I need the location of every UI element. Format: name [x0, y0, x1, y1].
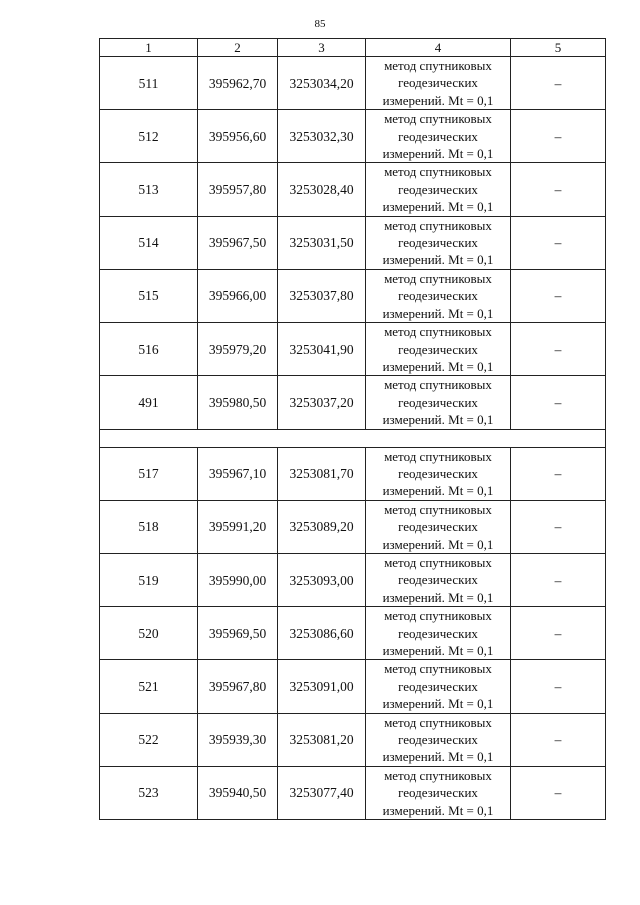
note-cell: – [511, 607, 606, 660]
note-cell: – [511, 57, 606, 110]
method-cell: метод спутниковых геодезических измерений. Mt = 0,1 [366, 553, 511, 606]
note-cell: – [511, 447, 606, 500]
note-cell: – [511, 500, 606, 553]
header-col-2: 2 [198, 39, 278, 57]
separator-row [100, 429, 606, 447]
method-cell: метод спутниковых геодезических измерений. Mt = 0,1 [366, 110, 511, 163]
note-cell: – [511, 553, 606, 606]
separator-cell [100, 429, 606, 447]
coord-y-cell: 3253031,50 [278, 216, 366, 269]
coord-x-cell: 395966,00 [198, 269, 278, 322]
coord-x-cell: 395967,10 [198, 447, 278, 500]
method-cell: метод спутниковых геодезических измерений. Mt = 0,1 [366, 766, 511, 819]
method-cell: метод спутниковых геодезических измерений. Mt = 0,1 [366, 447, 511, 500]
note-cell: – [511, 163, 606, 216]
note-cell: – [511, 660, 606, 713]
point-id-cell: 516 [100, 323, 198, 376]
coord-x-cell: 395957,80 [198, 163, 278, 216]
coord-x-cell: 395979,20 [198, 323, 278, 376]
point-id-cell: 515 [100, 269, 198, 322]
table-row [100, 110, 606, 163]
method-cell: метод спутниковых геодезических измерений. Mt = 0,1 [366, 216, 511, 269]
table-row [100, 553, 606, 606]
method-cell: метод спутниковых геодезических измерений. Mt = 0,1 [366, 163, 511, 216]
method-cell: метод спутниковых геодезических измерений. Mt = 0,1 [366, 57, 511, 110]
point-id-cell: 517 [100, 447, 198, 500]
coord-x-cell: 395969,50 [198, 607, 278, 660]
coord-x-cell: 395939,30 [198, 713, 278, 766]
coord-y-cell: 3253077,40 [278, 766, 366, 819]
coordinates-table [99, 38, 606, 820]
coord-x-cell: 395980,50 [198, 376, 278, 429]
table-body [100, 39, 606, 820]
method-cell: метод спутниковых геодезических измерений. Mt = 0,1 [366, 500, 511, 553]
coord-y-cell: 3253081,70 [278, 447, 366, 500]
method-cell: метод спутниковых геодезических измерений. Mt = 0,1 [366, 660, 511, 713]
header-col-1: 1 [100, 39, 198, 57]
point-id-cell: 512 [100, 110, 198, 163]
table-row [100, 269, 606, 322]
point-id-cell: 514 [100, 216, 198, 269]
coord-x-cell: 395956,60 [198, 110, 278, 163]
coord-x-cell: 395990,00 [198, 553, 278, 606]
header-col-4: 4 [366, 39, 511, 57]
point-id-cell: 518 [100, 500, 198, 553]
table-row [100, 163, 606, 216]
table-row [100, 766, 606, 819]
table-row [100, 500, 606, 553]
point-id-cell: 523 [100, 766, 198, 819]
coord-y-cell: 3253093,00 [278, 553, 366, 606]
coord-x-cell: 395991,20 [198, 500, 278, 553]
coord-y-cell: 3253037,80 [278, 269, 366, 322]
point-id-cell: 522 [100, 713, 198, 766]
note-cell: – [511, 323, 606, 376]
method-cell: метод спутниковых геодезических измерений. Mt = 0,1 [366, 376, 511, 429]
coord-y-cell: 3253028,40 [278, 163, 366, 216]
coord-x-cell: 395967,80 [198, 660, 278, 713]
page-number: 85 [314, 18, 326, 30]
table-row [100, 713, 606, 766]
note-cell: – [511, 713, 606, 766]
point-id-cell: 511 [100, 57, 198, 110]
header-col-3: 3 [278, 39, 366, 57]
note-cell: – [511, 216, 606, 269]
point-id-cell: 491 [100, 376, 198, 429]
header-row [100, 39, 606, 57]
table-row [100, 607, 606, 660]
method-cell: метод спутниковых геодезических измерений. Mt = 0,1 [366, 269, 511, 322]
method-cell: метод спутниковых геодезических измерений. Mt = 0,1 [366, 713, 511, 766]
note-cell: – [511, 766, 606, 819]
point-id-cell: 521 [100, 660, 198, 713]
table-row [100, 216, 606, 269]
note-cell: – [511, 376, 606, 429]
coord-x-cell: 395962,70 [198, 57, 278, 110]
note-cell: – [511, 269, 606, 322]
coord-x-cell: 395967,50 [198, 216, 278, 269]
coord-x-cell: 395940,50 [198, 766, 278, 819]
table-row [100, 660, 606, 713]
coord-y-cell: 3253089,20 [278, 500, 366, 553]
coord-y-cell: 3253086,60 [278, 607, 366, 660]
header-col-5: 5 [511, 39, 606, 57]
method-cell: метод спутниковых геодезических измерений. Mt = 0,1 [366, 323, 511, 376]
point-id-cell: 519 [100, 553, 198, 606]
coord-y-cell: 3253037,20 [278, 376, 366, 429]
coord-y-cell: 3253091,00 [278, 660, 366, 713]
table-row [100, 447, 606, 500]
table-row [100, 323, 606, 376]
table-row [100, 376, 606, 429]
coord-y-cell: 3253041,90 [278, 323, 366, 376]
method-cell: метод спутниковых геодезических измерений. Mt = 0,1 [366, 607, 511, 660]
table-row [100, 57, 606, 110]
coord-y-cell: 3253081,20 [278, 713, 366, 766]
point-id-cell: 520 [100, 607, 198, 660]
coord-y-cell: 3253034,20 [278, 57, 366, 110]
coord-y-cell: 3253032,30 [278, 110, 366, 163]
point-id-cell: 513 [100, 163, 198, 216]
note-cell: – [511, 110, 606, 163]
